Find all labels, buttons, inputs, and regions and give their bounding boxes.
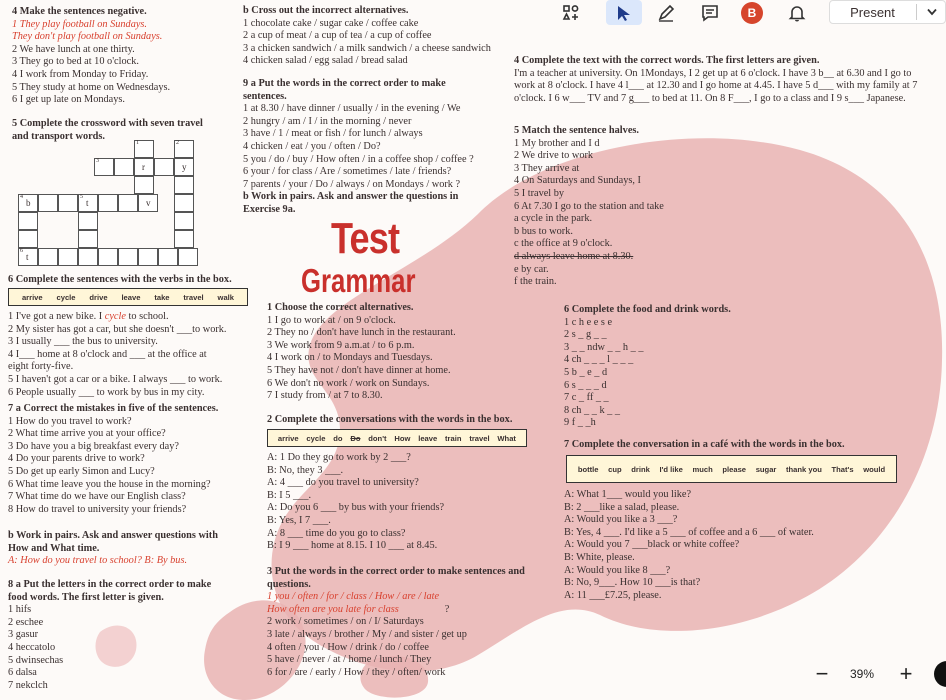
match-item: 4 On Saturdays and Sundays, I xyxy=(514,175,641,187)
match-item-used: d always leave home at 8.30. xyxy=(514,250,634,262)
exercise-6-food-drink xyxy=(564,304,731,430)
crossword-cell[interactable] xyxy=(78,212,98,230)
word-box-item: travel xyxy=(469,433,490,443)
exercise-item: 7 What time do we have our English class? xyxy=(8,491,186,503)
crossword-cell[interactable] xyxy=(118,248,138,266)
exercise-heading: 6 Complete the sentences with the verbs in the box. xyxy=(8,274,232,285)
exercise-item: 6 s _ _ _ d xyxy=(564,379,607,391)
exercise-heading: 7 Complete the conversation in a café with the words in the box. xyxy=(564,439,845,450)
conversation-line: B: No, 9___. How 10 ___is that? xyxy=(564,577,701,589)
exercise-item: 6 for / are / early / How / they / often/ work xyxy=(267,666,446,678)
exercise-item: 8 ch _ _ k _ _ xyxy=(564,404,621,416)
crossword-cell[interactable] xyxy=(134,176,154,194)
exercise-item: 3 We work from 9 a.m.at / to 6 p.m. xyxy=(267,339,415,351)
zoom-controls xyxy=(798,660,946,690)
word-box-item: cup xyxy=(608,464,622,474)
crossword-number: 1 xyxy=(136,140,139,146)
exercise-item: 5 have / never / at / home / lunch / They xyxy=(267,654,432,666)
word-box-item: much xyxy=(692,464,713,474)
crossword-cell[interactable] xyxy=(18,212,38,230)
crossword-cell[interactable] xyxy=(58,194,78,212)
match-item: a cycle in the park. xyxy=(514,213,593,225)
exercise-item: 1 chocolate cake / sugar cake / coffee cake xyxy=(243,17,419,29)
word-box-item: leave xyxy=(418,433,438,443)
word-box-item: I'd like xyxy=(659,464,683,474)
divider xyxy=(916,4,917,20)
crossword-number: 4 xyxy=(20,194,23,200)
exercise-item: 3 a chicken sandwich / a milk sandwich / a cheese sandwich xyxy=(243,42,491,54)
crossword-cell[interactable] xyxy=(134,140,154,158)
conversation-line: B: Yes, 4 ___. I'd like a 5 ___ of coffee and a 6 ___ of water. xyxy=(564,526,814,538)
conversation-line: B: No, they 3 ___. xyxy=(267,464,344,476)
conversation-line: A: 1 Do they go to work by 2 ___? xyxy=(267,452,411,463)
minus-icon: − xyxy=(815,661,829,686)
word-box-conversation xyxy=(267,429,527,447)
exercise-item: 4 heccatolo xyxy=(8,641,56,653)
word-box-item: travel xyxy=(183,292,204,302)
exercise-item: 5 dwinsechas xyxy=(8,654,64,666)
question-mark: ? xyxy=(444,603,450,615)
text-line: work at 8 o'clock. I have 4 l___ at 12.30 and I go home at 4.45. I have 5 d___ with my family at 7 xyxy=(514,80,918,92)
word-box-item: drink xyxy=(631,464,650,474)
word-box-item: cycle xyxy=(306,433,326,443)
crossword-cell[interactable] xyxy=(78,248,98,266)
notifications-button[interactable] xyxy=(784,0,810,25)
exercise-heading: 5 Match the sentence halves. xyxy=(514,125,639,136)
exercise-heading: 5 Complete the crossword with seven travel xyxy=(12,118,203,129)
bell-icon xyxy=(787,3,807,23)
grammar-3-sentences xyxy=(267,566,525,679)
exercise-item: 1 hifs xyxy=(8,604,32,616)
exercise-item: 8 How do travel to university your friends? xyxy=(8,503,187,515)
word-box-item: arrive xyxy=(21,292,43,302)
conversation-line: A: What 1___ would you like? xyxy=(564,489,692,500)
exercise-item: 6 People usually ___ to work by bus in my city. xyxy=(8,386,205,398)
test-title: Test xyxy=(331,214,400,263)
crossword-cell[interactable] xyxy=(18,194,38,212)
exercise-item: 6 your / for class / Are / sometimes / late / friends? xyxy=(243,166,452,178)
word-box-item: thank you xyxy=(786,464,822,474)
conversation-line: B: White, please. xyxy=(564,551,635,563)
exercise-item: 2 hungry / am / I / in the morning / never xyxy=(243,115,412,127)
crossword-cell[interactable] xyxy=(138,194,158,212)
word-box-item-used: Do xyxy=(350,433,361,443)
grammar-2-lines xyxy=(267,452,444,553)
present-button[interactable] xyxy=(830,1,915,23)
match-item: 3 They arrive at xyxy=(514,162,580,174)
crossword-cell[interactable] xyxy=(58,248,78,266)
avatar-circle xyxy=(741,2,763,24)
crossword-number: 2 xyxy=(176,140,179,146)
match-item: b bus to work. xyxy=(514,225,573,237)
crossword-letter: t xyxy=(86,198,89,208)
exercise-item: 5 I haven't got a car or a bike. I always ___ to work. xyxy=(8,373,223,385)
exercise-item: 3 late / always / brother / My / and sister / get up xyxy=(267,628,467,640)
exercise-item: 2 work / sometimes / on / I/ Saturdays xyxy=(267,616,424,628)
word-box-item: please xyxy=(722,464,747,474)
word-box-item: drive xyxy=(89,292,108,302)
conversation-line: B: Yes, I 7 ___. xyxy=(267,514,331,526)
exercise-heading: and transport words. xyxy=(12,130,105,142)
exercise-item: 5 Do get up early Simon and Lucy? xyxy=(8,465,155,477)
match-item: 2 We drive to work xyxy=(514,150,594,162)
word-box-item: cycle xyxy=(56,292,76,302)
exercise-item: 6 What time leave you the house in the morning? xyxy=(8,478,211,490)
crossword-cell[interactable] xyxy=(178,248,198,266)
match-item: 1 My brother and I d xyxy=(514,137,600,149)
crossword-number: 6 xyxy=(20,248,23,254)
exercise-heading: 7 a Correct the mistakes in five of the sentences. xyxy=(8,403,219,414)
present-button-group xyxy=(829,0,946,24)
exercise-item: 4 Do your parents drive to work? xyxy=(8,453,145,465)
conversation-line: B: I 9 ___ home at 8.15. I 10 ___ at 8.45. xyxy=(267,540,438,552)
exercise-item: 1 How do you travel to work? xyxy=(8,415,132,427)
exercise-item: 7 I study from / at 7 to 8.30. xyxy=(267,390,383,402)
exercise-heading: b Work in pairs. Ask and answer questions with xyxy=(8,530,218,541)
exercise-5-match xyxy=(514,125,664,289)
exercise-item: 5 They study at home on Wednesdays. xyxy=(12,81,171,93)
word-box-verbs xyxy=(8,288,248,306)
match-item: c the office at 9 o'clock. xyxy=(514,238,613,250)
crossword-letter: v xyxy=(146,198,151,208)
word-box-item: sugar xyxy=(755,464,777,474)
text-line: I'm a teacher at university. On 1Mondays, I 2 get up at 6 o'clock. I have 3 b__ at 6.30 and I go to xyxy=(514,67,912,79)
chevron-down-icon xyxy=(927,8,937,16)
exercise-7-cafe-heading xyxy=(564,439,845,452)
exercise-4-negative xyxy=(12,6,170,107)
crossword-cell[interactable] xyxy=(134,158,154,176)
exercise-item: 1 at 8.30 / have dinner / usually / in the evening / We xyxy=(243,103,461,115)
crossword-letter: b xyxy=(26,198,31,208)
exercise-item: 4 I work from Monday to Friday. xyxy=(12,68,149,80)
crossword-cell[interactable] xyxy=(114,158,134,176)
exercise-9-order xyxy=(243,78,474,217)
comment-button[interactable] xyxy=(696,0,724,25)
exercise-heading: questions. xyxy=(267,578,311,590)
exercise-heading: How and What time. xyxy=(8,542,100,554)
crossword-letter: r xyxy=(142,162,145,172)
present-label: Present xyxy=(850,4,895,20)
conversation-line: B: 2 ___like a salad, please. xyxy=(564,501,680,513)
crossword-cell[interactable] xyxy=(78,194,98,212)
word-box-cafe xyxy=(566,455,897,483)
exercise-7-cafe-lines xyxy=(564,489,814,602)
match-item: e by car. xyxy=(514,263,549,275)
exercise-item xyxy=(8,311,227,324)
word-box-item: would xyxy=(863,464,886,474)
word-box-item: arrive xyxy=(277,433,299,443)
exercise-item: 2 eschee xyxy=(8,616,44,628)
exercise-item: 4 I work on / to Mondays and Tuesdays. xyxy=(267,352,433,364)
crossword-cell[interactable] xyxy=(38,194,58,212)
top-toolbar xyxy=(548,0,946,26)
crossword-cell[interactable] xyxy=(18,230,38,248)
grammar-title: Grammar xyxy=(301,262,416,299)
crossword-letter: t xyxy=(26,252,29,262)
avatar-letter: B xyxy=(747,5,757,20)
zoom-out-button[interactable] xyxy=(810,662,834,686)
text-line: o'clock. I 6 w___ TV and 7 g___ to bed at 11. On 8 F___, I go to a class and I 9 s___ Japanese. xyxy=(514,92,906,104)
select-tool-button[interactable] xyxy=(606,0,642,25)
crossword-cell[interactable] xyxy=(38,248,58,266)
exercise-6-verbs-heading xyxy=(8,274,232,287)
exercise-heading: b Cross out the incorrect alternatives. xyxy=(243,5,409,16)
exercise-item: 2 What time arrive you at your office? xyxy=(8,428,166,440)
exercise-item: 7 nekclch xyxy=(8,679,48,691)
exercise-item: 7 c _ ff _ _ xyxy=(564,392,609,404)
match-item: 5 I travel by xyxy=(514,187,565,199)
zoom-level[interactable]: 39% xyxy=(850,667,875,681)
exercise-heading: 3 Put the words in the correct order to make sentences and xyxy=(267,566,525,577)
exercise-item: 3 have / 1 / meat or fish / for lunch / always xyxy=(243,128,423,140)
crossword-cell[interactable] xyxy=(158,248,178,266)
exercise-item: 3 I usually ___ the bus to university. xyxy=(8,336,158,348)
example-line: 1 you / often / for / class / How / are / late xyxy=(267,591,440,603)
exercise-item: 4 chicken / eat / you / often / Do? xyxy=(243,140,381,152)
exercise-item: 5 b _ e _ d xyxy=(564,366,608,378)
exercise-4-complete-text xyxy=(514,55,917,105)
exercise-item: 9 f _ _h xyxy=(564,417,596,429)
cursor-arrow-icon xyxy=(614,3,634,23)
pen-tool-button[interactable] xyxy=(652,0,680,25)
pen-icon xyxy=(656,3,676,23)
shapes-icon xyxy=(561,3,581,23)
crossword-cell[interactable] xyxy=(94,158,114,176)
exercise-item: 4 often / you / How / drink / do / coffee xyxy=(267,641,429,653)
exercise-7-mistakes xyxy=(8,403,218,516)
example-answer: How often are you late for class xyxy=(267,603,399,615)
plus-icon: + xyxy=(899,661,913,686)
word-box-item: What xyxy=(497,433,516,443)
crossword-cell[interactable] xyxy=(98,194,118,212)
exercise-heading: 4 Make the sentences negative. xyxy=(12,6,147,17)
crossword-cell[interactable] xyxy=(174,176,194,194)
text-part: to school. xyxy=(125,311,169,322)
exercise-item: eight forty-five. xyxy=(8,361,74,373)
word-box-item: leave xyxy=(121,292,141,302)
exercise-heading: food words. The first letter is given. xyxy=(8,591,164,603)
word-box-item: bottle xyxy=(577,464,599,474)
exercise-item: 2 s _ g _ _ xyxy=(564,329,607,341)
exercise-heading: sentences. xyxy=(243,90,287,102)
exercise-heading: 2 Complete the conversations with the words in the box. xyxy=(267,414,513,425)
exercise-item: 1 I go to work at / on 9 o'clock. xyxy=(267,314,396,326)
exercise-item: 2 My sister has got a car, but she doesn't ___to work. xyxy=(8,323,227,335)
exercise-item: 7 parents / your / Do / always / on Mondays / work ? xyxy=(243,178,461,190)
example-answer: They don't play football on Sundays. xyxy=(12,31,163,43)
exercise-heading: Exercise 9a. xyxy=(243,203,296,215)
example-line: A: How do you travel to school? B: By bus. xyxy=(8,555,188,567)
exercise-item: 4 I___ home at 8 o'clock and ___ at the office at xyxy=(8,348,207,360)
exercise-item: 3 Do have you a big breakfast every day? xyxy=(8,440,179,452)
conversation-line: A: Would you like 8 ___? xyxy=(564,564,671,576)
exercise-item: 2 They no / don't have lunch in the restaurant. xyxy=(267,327,456,339)
crossword-cell[interactable] xyxy=(78,230,98,248)
exercise-heading: 6 Complete the food and drink words. xyxy=(564,304,731,315)
conversation-line: A: 4 ___ do you travel to university? xyxy=(267,477,419,489)
present-options-button[interactable] xyxy=(918,1,946,23)
word-box-item: train xyxy=(445,433,462,443)
word-box-item: take xyxy=(154,292,170,302)
conversation-line: A: 8 ___ time do you go to class? xyxy=(267,527,406,539)
exercise-item: 3 _ _ ndw _ _ h _ _ xyxy=(564,341,644,353)
crossword-cell[interactable] xyxy=(154,158,174,176)
exercise-heading: 4 Complete the text with the correct words. The first letters are given. xyxy=(514,55,820,66)
word-box-item: don't xyxy=(368,433,387,443)
exercise-item: 4 ch _ _ _ l _ _ _ xyxy=(564,354,634,366)
word-box-item: That's xyxy=(831,464,854,474)
conversation-line: A: Would you 7 ___black or white coffee? xyxy=(564,539,740,551)
exercise-item: 6 We don't no work / work on Sundays. xyxy=(267,377,430,389)
zoom-in-button[interactable] xyxy=(894,662,918,686)
exercise-heading: b Work in pairs. Ask and answer the questions in xyxy=(243,191,459,203)
match-item: 6 At 7.30 I go to the station and take xyxy=(514,200,664,212)
crossword-cell[interactable] xyxy=(174,158,194,176)
crossword-letter: y xyxy=(182,162,187,172)
example-answer: cycle xyxy=(104,311,126,322)
conversation-line: B: I 5 ___. xyxy=(267,489,312,501)
exercise-item: 3 They go to bed at 10 o'clock. xyxy=(12,56,139,68)
exercise-heading: 8 a Put the letters in the correct order to make xyxy=(8,579,212,590)
crossword-cell[interactable] xyxy=(174,194,194,212)
exercise-heading: 9 a Put the words in the correct order to make xyxy=(243,78,446,89)
conversation-line: A: Would you like a 3 ___? xyxy=(564,514,678,526)
crossword-cell[interactable] xyxy=(174,212,194,230)
word-box-item: do xyxy=(333,433,343,443)
exercise-item: 2 We have lunch at one thirty. xyxy=(12,43,135,55)
exercise-7b xyxy=(8,530,218,568)
exercise-item: 6 dalsa xyxy=(8,667,37,679)
exercise-item: 2 a cup of meat / a cup of tea / a cup of coffee xyxy=(243,30,432,42)
grammar-2-heading xyxy=(267,414,512,427)
text-part: 1 I've got a new bike. I xyxy=(8,311,105,322)
crossword-number: 5 xyxy=(80,194,83,200)
exercise-heading: 1 Choose the correct alternatives. xyxy=(267,302,414,313)
example-answer-line xyxy=(267,604,525,617)
shapes-button[interactable] xyxy=(558,0,584,25)
crossword-number: 3 xyxy=(96,158,99,164)
grammar-1-alternatives xyxy=(267,302,456,403)
exercise-item: 3 gasur xyxy=(8,629,39,641)
help-button[interactable] xyxy=(934,661,946,687)
example-line: 1 They play football on Sundays. xyxy=(12,18,147,30)
conversation-line: A: 11 ___£7.25, please. xyxy=(564,589,662,601)
crossword-cell[interactable] xyxy=(118,194,138,212)
crossword-cell[interactable] xyxy=(18,248,38,266)
crossword-cell[interactable] xyxy=(174,230,194,248)
match-item: f the train. xyxy=(514,276,557,288)
exercise-8-food-words xyxy=(8,579,211,692)
exercise-item: 6 I get up late on Mondays. xyxy=(12,94,125,106)
crossword-cell[interactable] xyxy=(98,248,118,266)
exercise-8b-cross-out xyxy=(243,5,491,68)
word-box-item: How xyxy=(394,433,411,443)
comment-icon xyxy=(700,3,720,23)
crossword-cell[interactable] xyxy=(174,140,194,158)
exercise-item: 5 They have not / don't have dinner at home. xyxy=(267,364,451,376)
crossword-cell[interactable] xyxy=(138,248,158,266)
user-avatar[interactable] xyxy=(739,0,765,25)
exercise-item: 4 chicken salad / egg salad / bread salad xyxy=(243,55,408,67)
exercise-item: 5 you / do / buy / How often / in a coffee shop / coffee ? xyxy=(243,153,474,165)
conversation-line: A: Do you 6 ___ by bus with your friends? xyxy=(267,502,445,514)
exercise-item: 1 c h e e s e xyxy=(564,316,613,328)
exercise-6-verbs-items xyxy=(8,311,227,399)
word-box-item: walk xyxy=(217,292,235,302)
